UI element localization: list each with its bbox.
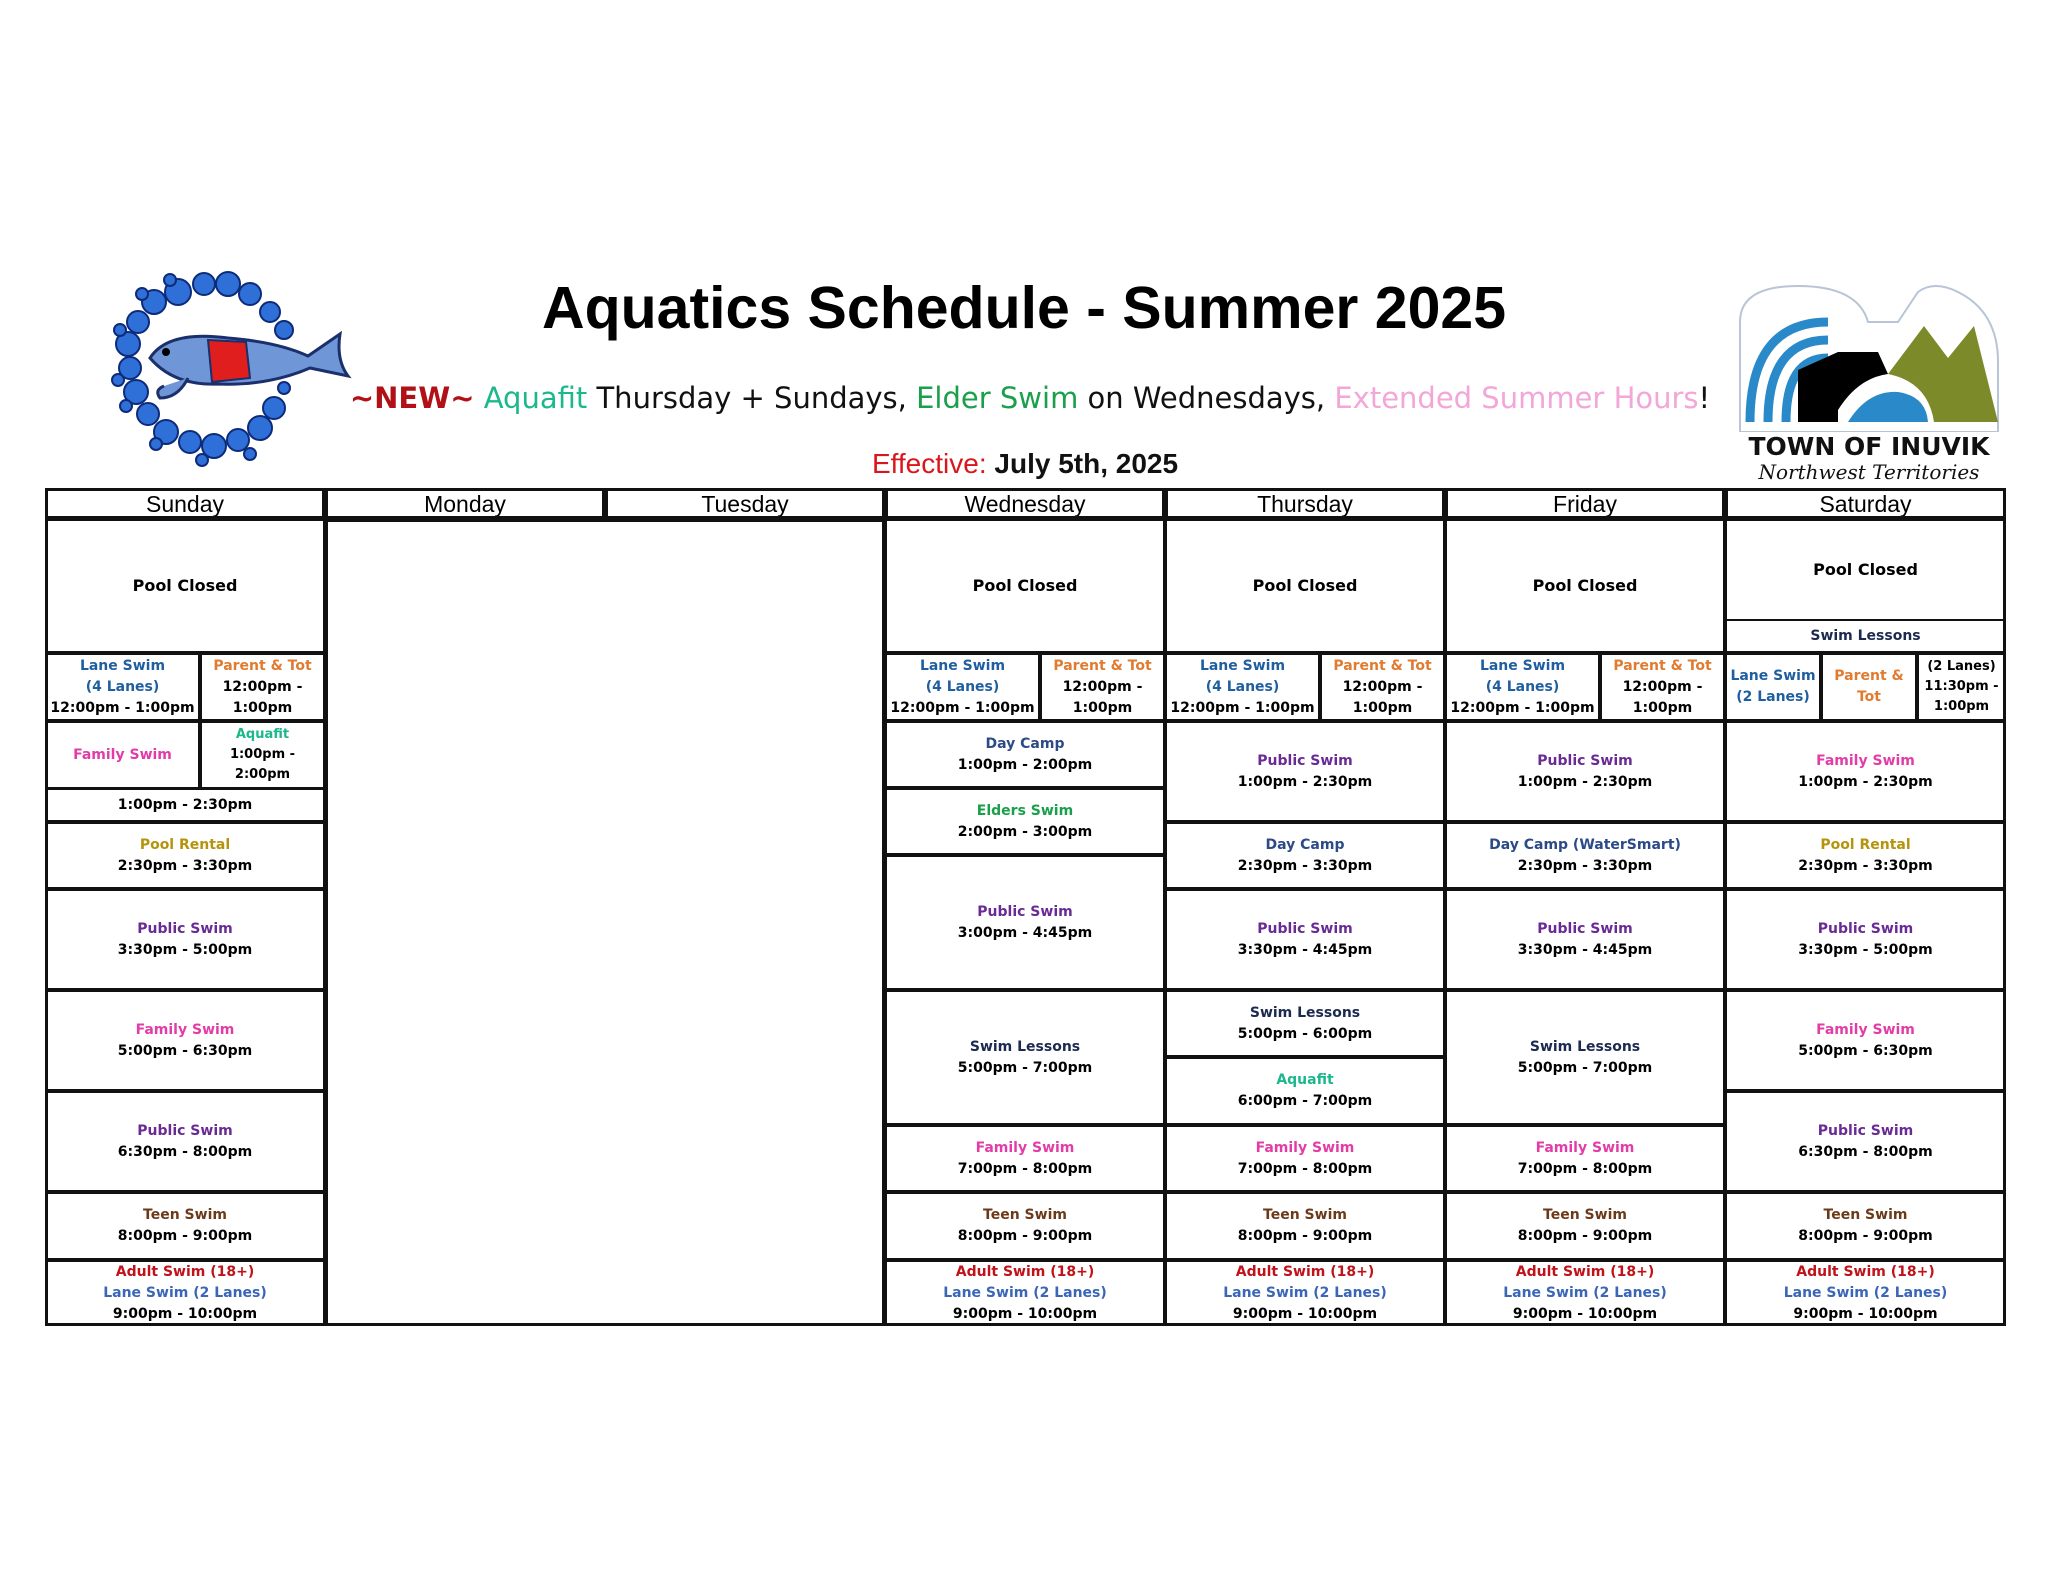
slot-detail: 11:30pm - <box>1924 679 1999 694</box>
slot-activity: Lane Swim <box>919 657 1006 674</box>
page-title: Aquatics Schedule - Summer 2025 <box>541 275 1507 341</box>
slot-detail: 8:00pm - 9:00pm <box>1517 1228 1653 1244</box>
slot-sunday-family-swim-2 <box>45 990 325 1091</box>
slot-sunday-family-swim <box>45 721 200 789</box>
slot-detail: 1:00pm - 2:30pm <box>1517 773 1653 790</box>
slot-detail: 1:00pm <box>1632 699 1693 716</box>
slot-detail: (4 Lanes) <box>85 678 160 695</box>
slot-friday-public-swim-1 <box>1445 721 1725 822</box>
slot-detail: 8:00pm - 9:00pm <box>1237 1228 1373 1244</box>
slot-activity: 1:00pm - 2:30pm <box>117 796 253 813</box>
slot-detail: 1:00pm - 2:30pm <box>1798 773 1933 790</box>
slot-detail: Lane Swim (2 Lanes) <box>103 1284 267 1301</box>
slot-detail: 8:00pm - 9:00pm <box>957 1228 1093 1244</box>
slot-detail: 5:00pm - 6:30pm <box>1798 1042 1933 1059</box>
slot-saturday-public-swim-1 <box>1725 889 2006 990</box>
slot-detail: Tot <box>1856 689 1881 705</box>
slot-thursday-swim-lessons <box>1165 990 1445 1057</box>
slot-sunday-pool-closed <box>45 519 325 653</box>
slot-detail: (4 Lanes) <box>925 678 1000 695</box>
slot-thursday-adult-swim <box>1165 1260 1445 1326</box>
slot-detail: 5:00pm - 6:30pm <box>117 1042 253 1059</box>
slot-detail: 2:30pm - 3:30pm <box>1237 857 1373 874</box>
day-header-saturday: Saturday <box>1725 488 2006 519</box>
slot-wednesday-elders-swim <box>885 788 1165 855</box>
effective-value: July 5th, 2025 <box>994 448 1179 479</box>
slot-detail: Lane Swim (2 Lanes) <box>1503 1284 1667 1301</box>
slot-activity: Elders Swim <box>976 802 1074 819</box>
slot-saturday-swim-lessons <box>1725 619 2006 653</box>
town-name: TOWN OF INUVIK <box>1748 432 1990 461</box>
slot-detail: 12:00pm - <box>1342 678 1423 695</box>
slot-activity: Family Swim <box>73 746 172 763</box>
effective-label: Effective: <box>871 448 987 479</box>
slot-activity: Family Swim <box>975 1139 1075 1156</box>
slot-activity: Parent & Tot <box>1053 657 1152 674</box>
slot-wednesday-pool-closed <box>885 519 1165 653</box>
slot-detail: 6:30pm - 8:00pm <box>117 1143 253 1160</box>
slot-activity: Swim Lessons <box>1249 1004 1361 1021</box>
slot-detail: (2 Lanes) <box>1736 689 1810 705</box>
slot-activity: Public Swim <box>1537 752 1633 769</box>
slot-saturday-lane-swim <box>1725 653 1821 721</box>
announcement-text-1: Thursday + Sundays, <box>596 381 907 415</box>
slot-friday-day-camp <box>1445 822 1725 889</box>
slot-detail: 3:00pm - 4:45pm <box>957 924 1093 941</box>
slot-activity: Public Swim <box>1257 752 1353 769</box>
slot-activity: Day Camp <box>985 735 1065 752</box>
slot-activity: Swim Lessons <box>969 1038 1081 1055</box>
slot-activity: Teen Swim <box>983 1207 1067 1223</box>
slot-saturday-pool-closed <box>1725 519 2006 621</box>
slot-detail: 12:00pm - 1:00pm <box>50 699 195 716</box>
slot-detail: 6:00pm - 7:00pm <box>1237 1093 1373 1109</box>
slot-activity: Adult Swim (18+) <box>1796 1263 1935 1280</box>
slot-activity: Parent & <box>1834 668 1904 684</box>
slot-detail: 2:00pm - 3:00pm <box>957 823 1093 840</box>
slot-detail: 2:30pm - 3:30pm <box>1517 857 1653 874</box>
slot-detail: 2:30pm - 3:30pm <box>1798 857 1933 874</box>
elder-swim-highlight: Elder Swim <box>916 381 1079 415</box>
slot-activity: Pool Closed <box>1532 576 1638 595</box>
slot-detail: 1:00pm - 2:00pm <box>229 747 296 782</box>
slot-saturday-pool-rental <box>1725 822 2006 889</box>
effective-date <box>700 448 1350 480</box>
slot-saturday-parent-tot <box>1821 653 1917 721</box>
slot-activity: Teen Swim <box>1263 1207 1347 1223</box>
slot-friday-parent-tot <box>1600 653 1725 721</box>
aquafit-highlight: Aquafit <box>483 381 588 415</box>
slot-activity: Pool Rental <box>139 836 231 853</box>
announcement-bang: ! <box>1698 381 1711 415</box>
town-region: Northwest Territories <box>1758 460 1980 484</box>
slot-detail: 6:30pm - 8:00pm <box>1798 1143 1933 1160</box>
slot-friday-adult-swim <box>1445 1260 1725 1326</box>
slot-sunday-pool-rental <box>45 822 325 889</box>
slot-activity: Pool Closed <box>1813 560 1918 579</box>
slot-thursday-parent-tot <box>1320 653 1445 721</box>
slot-activity: Adult Swim (18+) <box>1235 1263 1375 1280</box>
slot-sunday-teen-swim <box>45 1192 325 1260</box>
slot-friday-swim-lessons <box>1445 990 1725 1125</box>
slot-activity: Adult Swim (18+) <box>115 1263 255 1280</box>
day-header-monday: Monday <box>325 488 605 519</box>
slot-detail: 3:30pm - 5:00pm <box>117 941 253 958</box>
slot-detail: 1:00pm <box>1933 699 1990 714</box>
slot-activity: (2 Lanes) <box>1927 659 1996 674</box>
slot-wednesday-day-camp <box>885 721 1165 788</box>
slot-detail: 1:00pm - 2:30pm <box>1237 773 1373 790</box>
slot-detail: 12:00pm - 1:00pm <box>1170 699 1315 716</box>
slot-detail: 9:00pm - 10:00pm <box>1793 1305 1938 1322</box>
slot-activity: Parent & Tot <box>1333 657 1432 674</box>
slot-activity: Public Swim <box>1817 1122 1914 1139</box>
slot-detail: 12:00pm - <box>1622 678 1703 695</box>
slot-sunday-family-swim-time <box>45 788 325 822</box>
schedule-grid <box>45 488 2006 1326</box>
day-header-wednesday: Wednesday <box>885 488 1165 519</box>
slot-activity: Day Camp (WaterSmart) <box>1489 836 1681 853</box>
slot-activity: Family Swim <box>1816 752 1915 769</box>
slot-activity: Public Swim <box>1257 920 1353 937</box>
slot-activity: Aquafit <box>235 727 290 742</box>
slot-detail: 3:30pm - 5:00pm <box>1798 941 1933 958</box>
slot-detail: (4 Lanes) <box>1485 678 1560 695</box>
slot-detail: 3:30pm - 4:45pm <box>1237 941 1373 958</box>
slot-sunday-lane-swim <box>45 653 200 721</box>
day-header-sunday: Sunday <box>45 488 325 519</box>
slot-wednesday-lane-swim <box>885 653 1040 721</box>
slot-detail: 5:00pm - 7:00pm <box>1517 1059 1653 1076</box>
slot-activity: Adult Swim (18+) <box>1515 1263 1655 1280</box>
slot-detail: Lane Swim (2 Lanes) <box>1783 1284 1948 1301</box>
day-header-thursday: Thursday <box>1165 488 1445 519</box>
slot-activity: Pool Closed <box>1252 576 1358 595</box>
slot-wednesday-public-swim <box>885 855 1165 990</box>
slot-activity: Family Swim <box>1816 1021 1915 1038</box>
slot-saturday-public-swim-2 <box>1725 1091 2006 1192</box>
slot-thursday-public-swim-2 <box>1165 889 1445 990</box>
slot-thursday-public-swim-1 <box>1165 721 1445 822</box>
slot-detail: 8:00pm - 9:00pm <box>117 1228 253 1244</box>
slot-detail: 8:00pm - 9:00pm <box>1798 1228 1933 1244</box>
slot-friday-lane-swim <box>1445 653 1600 721</box>
slot-saturday-family-swim-1 <box>1725 721 2006 822</box>
slot-detail: Lane Swim (2 Lanes) <box>943 1284 1107 1301</box>
slot-detail: 1:00pm <box>232 699 293 716</box>
slot-wednesday-parent-tot <box>1040 653 1165 721</box>
slot-friday-public-swim-2 <box>1445 889 1725 990</box>
slot-detail: 3:30pm - 4:45pm <box>1517 941 1653 958</box>
slot-activity: Family Swim <box>1255 1139 1355 1156</box>
slot-detail: 9:00pm - 10:00pm <box>1232 1305 1378 1322</box>
slot-saturday-adult-swim <box>1725 1260 2006 1326</box>
slot-activity: Public Swim <box>137 1122 233 1139</box>
slot-wednesday-family-swim <box>885 1125 1165 1192</box>
slot-activity: Lane Swim <box>1199 657 1286 674</box>
day-header-friday: Friday <box>1445 488 1725 519</box>
slot-detail: 1:00pm <box>1072 699 1133 716</box>
slot-detail: 7:00pm - 8:00pm <box>957 1160 1093 1177</box>
slot-sunday-public-swim-1 <box>45 889 325 990</box>
slot-activity: Swim Lessons <box>1529 1038 1641 1055</box>
slot-activity: Family Swim <box>135 1021 235 1038</box>
slot-activity: Pool Closed <box>132 576 238 595</box>
announcement-text-2: on Wednesdays, <box>1087 381 1326 415</box>
new-tag: ~NEW~ <box>349 381 475 415</box>
slot-activity: Public Swim <box>1537 920 1633 937</box>
slot-activity: Teen Swim <box>143 1207 227 1223</box>
slot-activity: Teen Swim <box>1823 1207 1908 1223</box>
slot-detail: 2:30pm - 3:30pm <box>117 857 253 874</box>
slot-detail: 9:00pm - 10:00pm <box>952 1305 1098 1322</box>
slot-detail: 1:00pm - 2:00pm <box>957 756 1093 773</box>
slot-activity: Public Swim <box>977 903 1073 920</box>
slot-wednesday-adult-swim <box>885 1260 1165 1326</box>
slot-saturday-lane-time <box>1917 653 2006 721</box>
slot-sunday-public-swim-2 <box>45 1091 325 1192</box>
slot-detail: 7:00pm - 8:00pm <box>1237 1160 1373 1177</box>
slot-friday-pool-closed <box>1445 519 1725 653</box>
slot-friday-family-swim <box>1445 1125 1725 1192</box>
announcement <box>300 381 1760 415</box>
slot-activity: Family Swim <box>1535 1139 1635 1156</box>
slot-saturday-teen-swim <box>1725 1192 2006 1260</box>
slot-activity: Day Camp <box>1265 836 1345 853</box>
slot-activity: Pool Rental <box>1820 836 1911 853</box>
slot-activity: Parent & Tot <box>1613 657 1712 674</box>
slot-activity: Lane Swim <box>79 657 166 674</box>
slot-thursday-teen-swim <box>1165 1192 1445 1260</box>
slot-detail: 12:00pm - 1:00pm <box>890 699 1035 716</box>
slot-detail: 5:00pm - 7:00pm <box>957 1059 1093 1076</box>
slot-thursday-day-camp <box>1165 822 1445 889</box>
slot-thursday-pool-closed <box>1165 519 1445 653</box>
slot-detail: Lane Swim (2 Lanes) <box>1223 1284 1387 1301</box>
slot-detail: 12:00pm - <box>222 678 303 695</box>
slot-activity: Lane Swim <box>1730 668 1816 684</box>
slot-activity: Parent & Tot <box>213 657 312 674</box>
day-header-tuesday: Tuesday <box>605 488 885 519</box>
slot-detail: (4 Lanes) <box>1205 678 1280 695</box>
slot-wednesday-teen-swim <box>885 1192 1165 1260</box>
slot-thursday-lane-swim <box>1165 653 1320 721</box>
slot-sunday-aquafit <box>200 721 325 789</box>
slot-activity: Lane Swim <box>1479 657 1566 674</box>
slot-activity: Pool Closed <box>972 576 1078 595</box>
slot-detail: 12:00pm - 1:00pm <box>1450 699 1595 716</box>
slot-wednesday-swim-lessons <box>885 990 1165 1125</box>
slot-activity: Adult Swim (18+) <box>955 1263 1095 1280</box>
slot-detail: 1:00pm <box>1352 699 1413 716</box>
slot-detail: 9:00pm - 10:00pm <box>1512 1305 1658 1322</box>
slot-detail: 5:00pm - 6:00pm <box>1237 1025 1373 1042</box>
slot-thursday-family-swim <box>1165 1125 1445 1192</box>
slot-thursday-aquafit <box>1165 1057 1445 1125</box>
slot-activity: Public Swim <box>137 920 233 937</box>
slot-activity: Aquafit <box>1276 1072 1334 1088</box>
monday-tuesday-closed-block <box>325 519 885 1326</box>
slot-sunday-adult-swim <box>45 1260 325 1326</box>
slot-friday-teen-swim <box>1445 1192 1725 1260</box>
slot-saturday-family-swim-2 <box>1725 990 2006 1091</box>
extended-hours-highlight: Extended Summer Hours <box>1334 381 1699 415</box>
slot-activity: Public Swim <box>1817 920 1914 937</box>
slot-activity: Teen Swim <box>1543 1207 1627 1223</box>
slot-detail: 12:00pm - <box>1062 678 1143 695</box>
slot-detail: 9:00pm - 10:00pm <box>112 1305 258 1322</box>
slot-activity: Swim Lessons <box>1810 627 1921 644</box>
slot-sunday-parent-tot <box>200 653 325 721</box>
slot-detail: 7:00pm - 8:00pm <box>1517 1160 1653 1177</box>
